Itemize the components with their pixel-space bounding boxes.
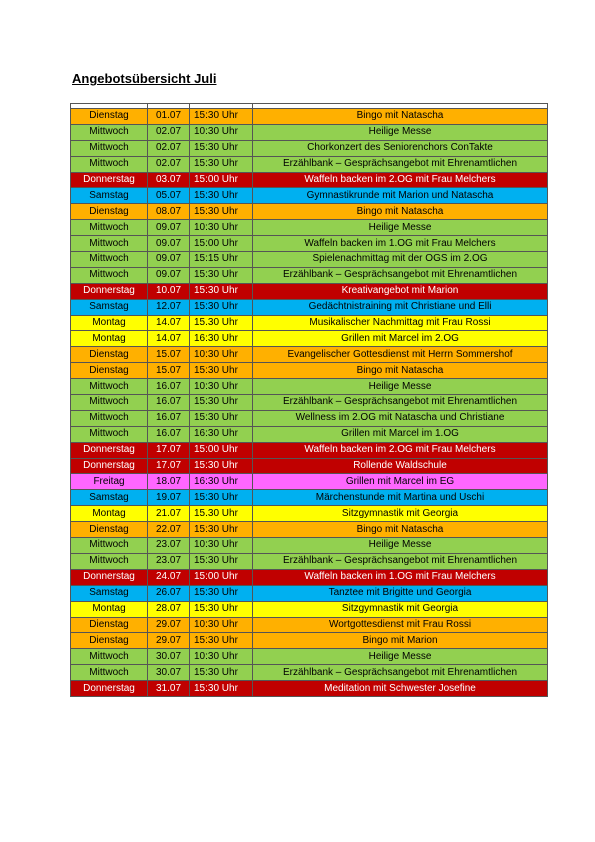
event-cell: Wortgottesdienst mit Frau Rossi [253,617,548,633]
date-cell: 29.07 [148,633,190,649]
date-cell: 23.07 [148,538,190,554]
time-cell: 15:30 Uhr [190,204,253,220]
table-row [71,331,548,347]
table-row [71,522,548,538]
table-row [71,347,548,363]
day-cell: Donnerstag [71,172,148,188]
date-cell: 02.07 [148,156,190,172]
event-cell: Bingo mit Natascha [253,522,548,538]
event-cell: Bingo mit Natascha [253,204,548,220]
event-cell: Chorkonzert des Seniorenchors ConTakte [253,140,548,156]
date-cell: 17.07 [148,442,190,458]
date-cell: 02.07 [148,124,190,140]
event-cell: Sitzgymnastik mit Georgia [253,601,548,617]
time-cell: 10:30 Uhr [190,538,253,554]
day-cell: Montag [71,331,148,347]
day-cell: Samstag [71,188,148,204]
table-row [71,379,548,395]
day-cell: Mittwoch [71,426,148,442]
date-cell: 15.07 [148,363,190,379]
event-cell: Tanztee mit Brigitte und Georgia [253,585,548,601]
table-row [71,299,548,315]
date-cell: 09.07 [148,236,190,252]
time-cell: 15:30 Uhr [190,633,253,649]
date-cell: 19.07 [148,490,190,506]
table-row [71,410,548,426]
table-row [71,267,548,283]
date-cell: 14.07 [148,331,190,347]
date-cell: 16.07 [148,379,190,395]
event-cell: Evangelischer Gottesdienst mit Herrn Sommershof [253,347,548,363]
event-cell: Heilige Messe [253,379,548,395]
event-cell: Waffeln backen im 1.OG mit Frau Melchers [253,569,548,585]
time-cell: 15:30 Uhr [190,156,253,172]
date-cell: 03.07 [148,172,190,188]
event-cell: Gymnastikrunde mit Marion und Natascha [253,188,548,204]
table-row [71,538,548,554]
date-cell: 01.07 [148,109,190,125]
table-row [71,172,548,188]
day-cell: Montag [71,601,148,617]
day-cell: Mittwoch [71,665,148,681]
time-cell: 15:30 Uhr [190,363,253,379]
day-cell: Donnerstag [71,681,148,697]
table-row [71,315,548,331]
time-cell: 15:30 Uhr [190,283,253,299]
time-cell: 15:30 Uhr [190,188,253,204]
date-cell: 21.07 [148,506,190,522]
day-cell: Mittwoch [71,252,148,268]
event-cell: Sitzgymnastik mit Georgia [253,506,548,522]
time-cell: 15:00 Uhr [190,569,253,585]
event-cell: Rollende Waldschule [253,458,548,474]
date-cell: 24.07 [148,569,190,585]
date-cell: 14.07 [148,315,190,331]
date-cell: 10.07 [148,283,190,299]
time-cell: 10:30 Uhr [190,617,253,633]
date-cell: 05.07 [148,188,190,204]
day-cell: Mittwoch [71,395,148,411]
event-cell: Grillen mit Marcel im 2.OG [253,331,548,347]
table-row [71,156,548,172]
time-cell: 15:30 Uhr [190,410,253,426]
date-cell: 30.07 [148,665,190,681]
time-cell: 15.30 Uhr [190,315,253,331]
date-cell: 17.07 [148,458,190,474]
event-cell: Heilige Messe [253,220,548,236]
date-cell: 16.07 [148,426,190,442]
time-cell: 15:30 Uhr [190,140,253,156]
day-cell: Samstag [71,585,148,601]
day-cell: Mittwoch [71,649,148,665]
day-cell: Dienstag [71,204,148,220]
day-cell: Mittwoch [71,236,148,252]
event-cell: Erzählbank – Gesprächsangebot mit Ehrenamtlichen [253,553,548,569]
table-row [71,474,548,490]
day-cell: Donnerstag [71,458,148,474]
table-row [71,490,548,506]
event-cell: Grillen mit Marcel im 1.OG [253,426,548,442]
day-cell: Donnerstag [71,442,148,458]
table-row [71,681,548,697]
date-cell: 09.07 [148,252,190,268]
table-row [71,617,548,633]
date-cell: 02.07 [148,140,190,156]
time-cell: 15:30 Uhr [190,522,253,538]
day-cell: Mittwoch [71,267,148,283]
day-cell: Dienstag [71,522,148,538]
day-cell: Mittwoch [71,553,148,569]
date-cell: 26.07 [148,585,190,601]
time-cell: 15:30 Uhr [190,553,253,569]
page-title: Angebotsübersicht Juli [72,71,217,86]
table-row [71,649,548,665]
time-cell: 10:30 Uhr [190,347,253,363]
day-cell: Mittwoch [71,124,148,140]
table-row [71,283,548,299]
table-row [71,458,548,474]
event-cell: Bingo mit Natascha [253,363,548,379]
table-row [71,124,548,140]
date-cell: 16.07 [148,410,190,426]
day-cell: Mittwoch [71,410,148,426]
time-cell: 16:30 Uhr [190,474,253,490]
event-cell: Heilige Messe [253,649,548,665]
date-cell: 18.07 [148,474,190,490]
time-cell: 10:30 Uhr [190,379,253,395]
time-cell: 15:30 Uhr [190,458,253,474]
date-cell: 31.07 [148,681,190,697]
event-cell: Spielenachmittag mit der OGS im 2.OG [253,252,548,268]
day-cell: Mittwoch [71,220,148,236]
day-cell: Dienstag [71,617,148,633]
date-cell: 30.07 [148,649,190,665]
day-cell: Mittwoch [71,538,148,554]
table-row [71,395,548,411]
day-cell: Donnerstag [71,283,148,299]
time-cell: 15:30 Uhr [190,299,253,315]
event-cell: Gedächtnistraining mit Christiane und Elli [253,299,548,315]
day-cell: Montag [71,315,148,331]
table-row [71,140,548,156]
day-cell: Montag [71,506,148,522]
time-cell: 15:30 Uhr [190,490,253,506]
day-cell: Donnerstag [71,569,148,585]
day-cell: Freitag [71,474,148,490]
table-row [71,585,548,601]
time-cell: 15:30 Uhr [190,665,253,681]
day-cell: Dienstag [71,363,148,379]
day-cell: Mittwoch [71,379,148,395]
time-cell: 10:30 Uhr [190,124,253,140]
time-cell: 10:30 Uhr [190,220,253,236]
time-cell: 16:30 Uhr [190,426,253,442]
time-cell: 15:30 Uhr [190,109,253,125]
event-cell: Waffeln backen im 2.OG mit Frau Melchers [253,172,548,188]
day-cell: Samstag [71,490,148,506]
event-cell: Erzählbank – Gesprächsangebot mit Ehrenamtlichen [253,267,548,283]
table-row [71,442,548,458]
day-cell: Dienstag [71,347,148,363]
day-cell: Mittwoch [71,140,148,156]
date-cell: 16.07 [148,395,190,411]
time-cell: 15:00 Uhr [190,172,253,188]
event-cell: Kreativangebot mit Marion [253,283,548,299]
time-cell: 15:30 Uhr [190,395,253,411]
time-cell: 10:30 Uhr [190,649,253,665]
event-cell: Musikalischer Nachmittag mit Frau Rossi [253,315,548,331]
schedule-body [71,104,548,697]
date-cell: 15.07 [148,347,190,363]
event-cell: Wellness im 2.OG mit Natascha und Christiane [253,410,548,426]
date-cell: 08.07 [148,204,190,220]
date-cell: 09.07 [148,220,190,236]
time-cell: 15:15 Uhr [190,252,253,268]
day-cell: Samstag [71,299,148,315]
event-cell: Erzählbank – Gesprächsangebot mit Ehrenamtlichen [253,665,548,681]
time-cell: 15.30 Uhr [190,506,253,522]
event-cell: Heilige Messe [253,124,548,140]
event-cell: Märchenstunde mit Martina und Uschi [253,490,548,506]
table-row [71,220,548,236]
table-row [71,252,548,268]
date-cell: 29.07 [148,617,190,633]
day-cell: Dienstag [71,109,148,125]
table-row [71,633,548,649]
time-cell: 15:00 Uhr [190,442,253,458]
time-cell: 16:30 Uhr [190,331,253,347]
event-cell: Bingo mit Marion [253,633,548,649]
table-row [71,553,548,569]
event-cell: Erzählbank – Gesprächsangebot mit Ehrenamtlichen [253,156,548,172]
time-cell: 15:30 Uhr [190,681,253,697]
date-cell: 12.07 [148,299,190,315]
table-row [71,188,548,204]
event-cell: Bingo mit Natascha [253,109,548,125]
time-cell: 15:30 Uhr [190,601,253,617]
date-cell: 23.07 [148,553,190,569]
event-cell: Grillen mit Marcel im EG [253,474,548,490]
date-cell: 09.07 [148,267,190,283]
event-cell: Heilige Messe [253,538,548,554]
table-row [71,569,548,585]
time-cell: 15:30 Uhr [190,267,253,283]
table-row [71,426,548,442]
table-row [71,665,548,681]
date-cell: 22.07 [148,522,190,538]
time-cell: 15:00 Uhr [190,236,253,252]
table-row [71,109,548,125]
day-cell: Dienstag [71,633,148,649]
table-row [71,506,548,522]
time-cell: 15:30 Uhr [190,585,253,601]
table-row [71,601,548,617]
event-cell: Waffeln backen im 1.OG mit Frau Melchers [253,236,548,252]
schedule-table [70,103,548,697]
table-row [71,204,548,220]
table-row [71,236,548,252]
event-cell: Meditation mit Schwester Josefine [253,681,548,697]
event-cell: Waffeln backen im 2.OG mit Frau Melchers [253,442,548,458]
date-cell: 28.07 [148,601,190,617]
day-cell: Mittwoch [71,156,148,172]
table-row [71,363,548,379]
event-cell: Erzählbank – Gesprächsangebot mit Ehrenamtlichen [253,395,548,411]
